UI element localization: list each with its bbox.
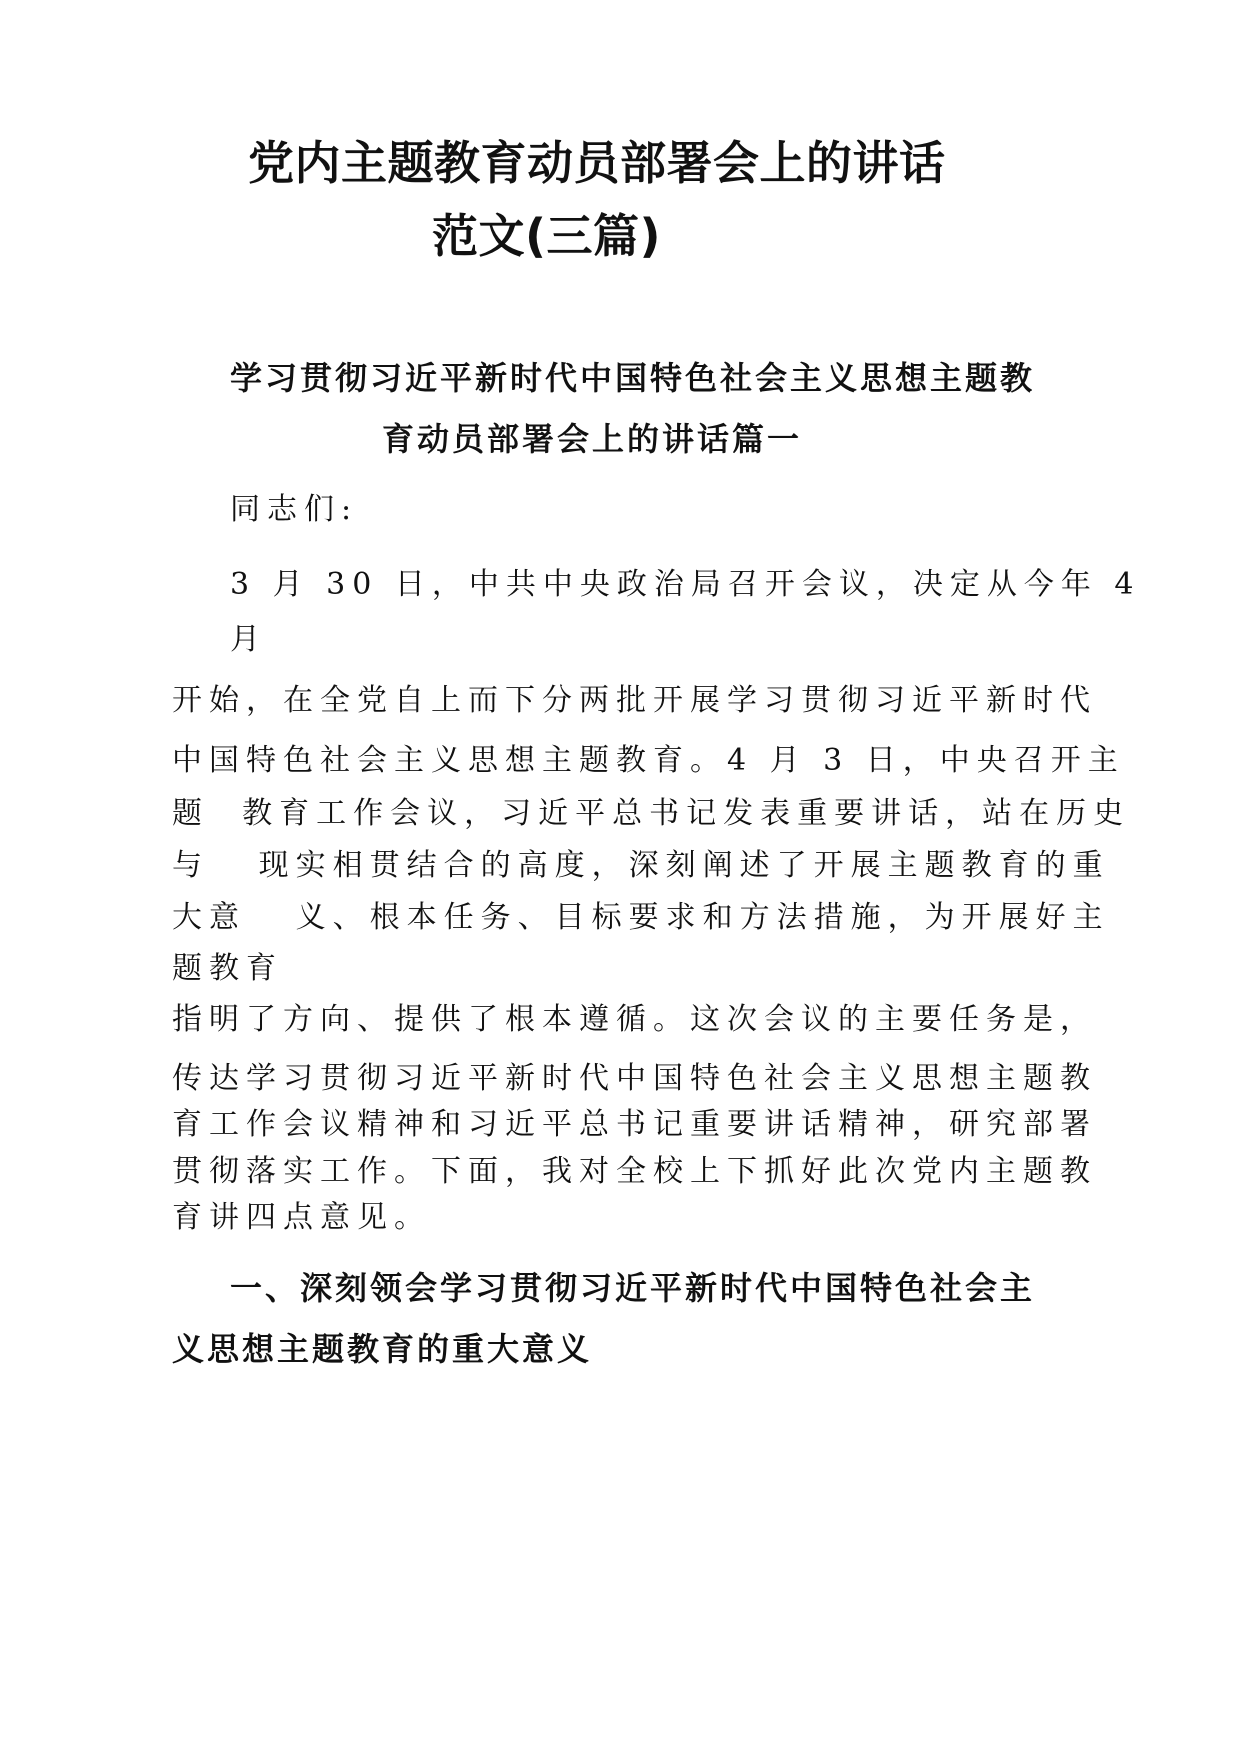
document-title-line-1: 党内主题教育动员部署会上的讲话 <box>248 136 946 190</box>
section-title-line-2: 育动员部署会上的讲话篇一 <box>382 420 803 458</box>
paragraph-line: 传达学习贯彻习近平新时代中国特色社会主义思想主题教 <box>172 1061 1097 1096</box>
paragraph-line: 3 月 30 日，中共中央政治局召开会议，决定从今年 4 <box>230 567 1141 602</box>
paragraph-line: 中国特色社会主义思想主题教育。4 月 3 日，中央召开主 <box>172 743 1125 778</box>
section-title-line-1: 学习贯彻习近平新时代中国特色社会主义思想主题教 <box>230 359 1036 397</box>
salutation: 同志们: <box>230 492 359 527</box>
document-title-line-2: 范文(三篇) <box>432 209 662 263</box>
paragraph-line: 贯彻落实工作。下面，我对全校上下抓好此次党内主题教 <box>172 1154 1097 1189</box>
paragraph-line: 月 <box>230 622 267 657</box>
paragraph-line: 题 教育工作会议，习近平总书记发表重要讲话，站在历史 <box>172 796 1131 831</box>
paragraph-line: 题教育 <box>172 951 283 986</box>
paragraph-line: 育讲四点意见。 <box>172 1200 431 1235</box>
subheading-line-2: 义思想主题教育的重大意义 <box>172 1330 593 1368</box>
paragraph-line: 开始，在全党自上而下分两批开展学习贯彻习近平新时代 <box>172 683 1097 718</box>
paragraph-line: 大意 义、根本任务、目标要求和方法措施，为开展好主 <box>172 900 1110 935</box>
subheading-line-1: 一、深刻领会学习贯彻习近平新时代中国特色社会主 <box>230 1269 1036 1307</box>
paragraph-line: 育工作会议精神和习近平总书记重要讲话精神，研究部署 <box>172 1107 1097 1142</box>
paragraph-line: 与 现实相贯结合的高度，深刻阐述了开展主题教育的重 <box>172 848 1110 883</box>
paragraph-line: 指明了方向、提供了根本遵循。这次会议的主要任务是， <box>172 1002 1097 1037</box>
